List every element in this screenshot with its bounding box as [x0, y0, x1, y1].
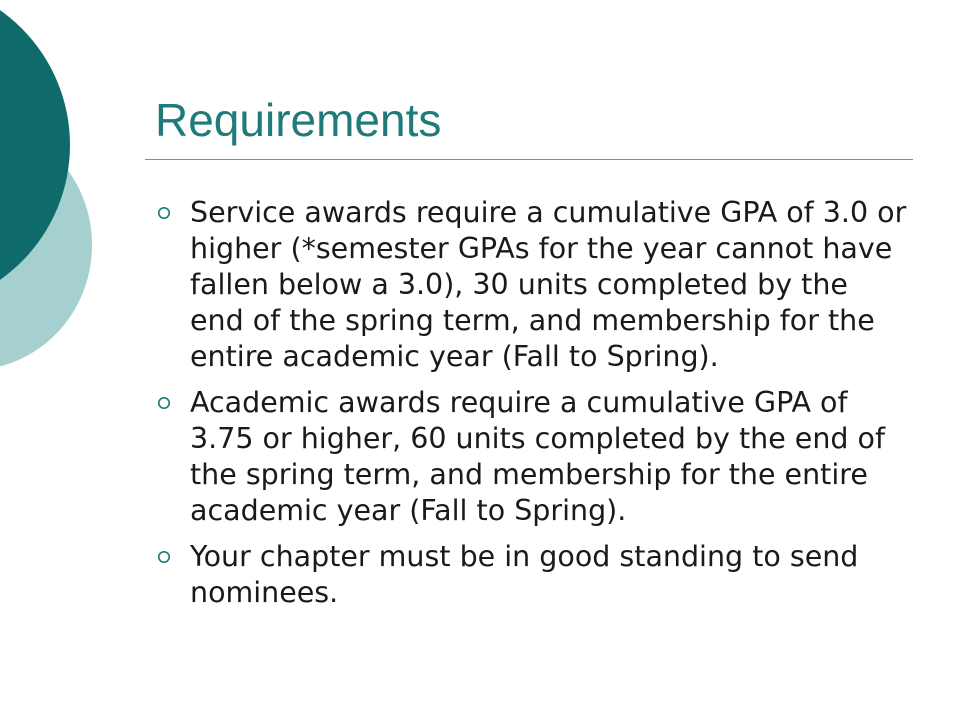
title-divider — [145, 159, 913, 160]
bullet-item — [155, 195, 910, 375]
bullet-text: Your chapter must be in good standing to send nominees. — [190, 540, 859, 609]
bullet-list — [155, 195, 910, 621]
hollow-circle-bullet-icon — [157, 206, 171, 220]
hollow-circle-bullet-icon — [157, 550, 171, 564]
bullet-text: Service awards require a cumulative GPA of 3.0 or higher (*semester GPAs for the year cannot have fallen below a 3.0), 30 units completed by the end of the spring term, and membership for the entire academic year (Fall to Spring). — [190, 196, 907, 373]
bullet-text: Academic awards require a cumulative GPA of 3.75 or higher, 60 units completed by the end of the spring term, and membership for the entire academic year (Fall to Spring). — [190, 386, 886, 527]
hollow-circle-bullet-icon — [157, 396, 171, 410]
bullet-item — [155, 385, 910, 529]
slide-title: Requirements — [155, 94, 442, 146]
bullet-item — [155, 539, 910, 611]
